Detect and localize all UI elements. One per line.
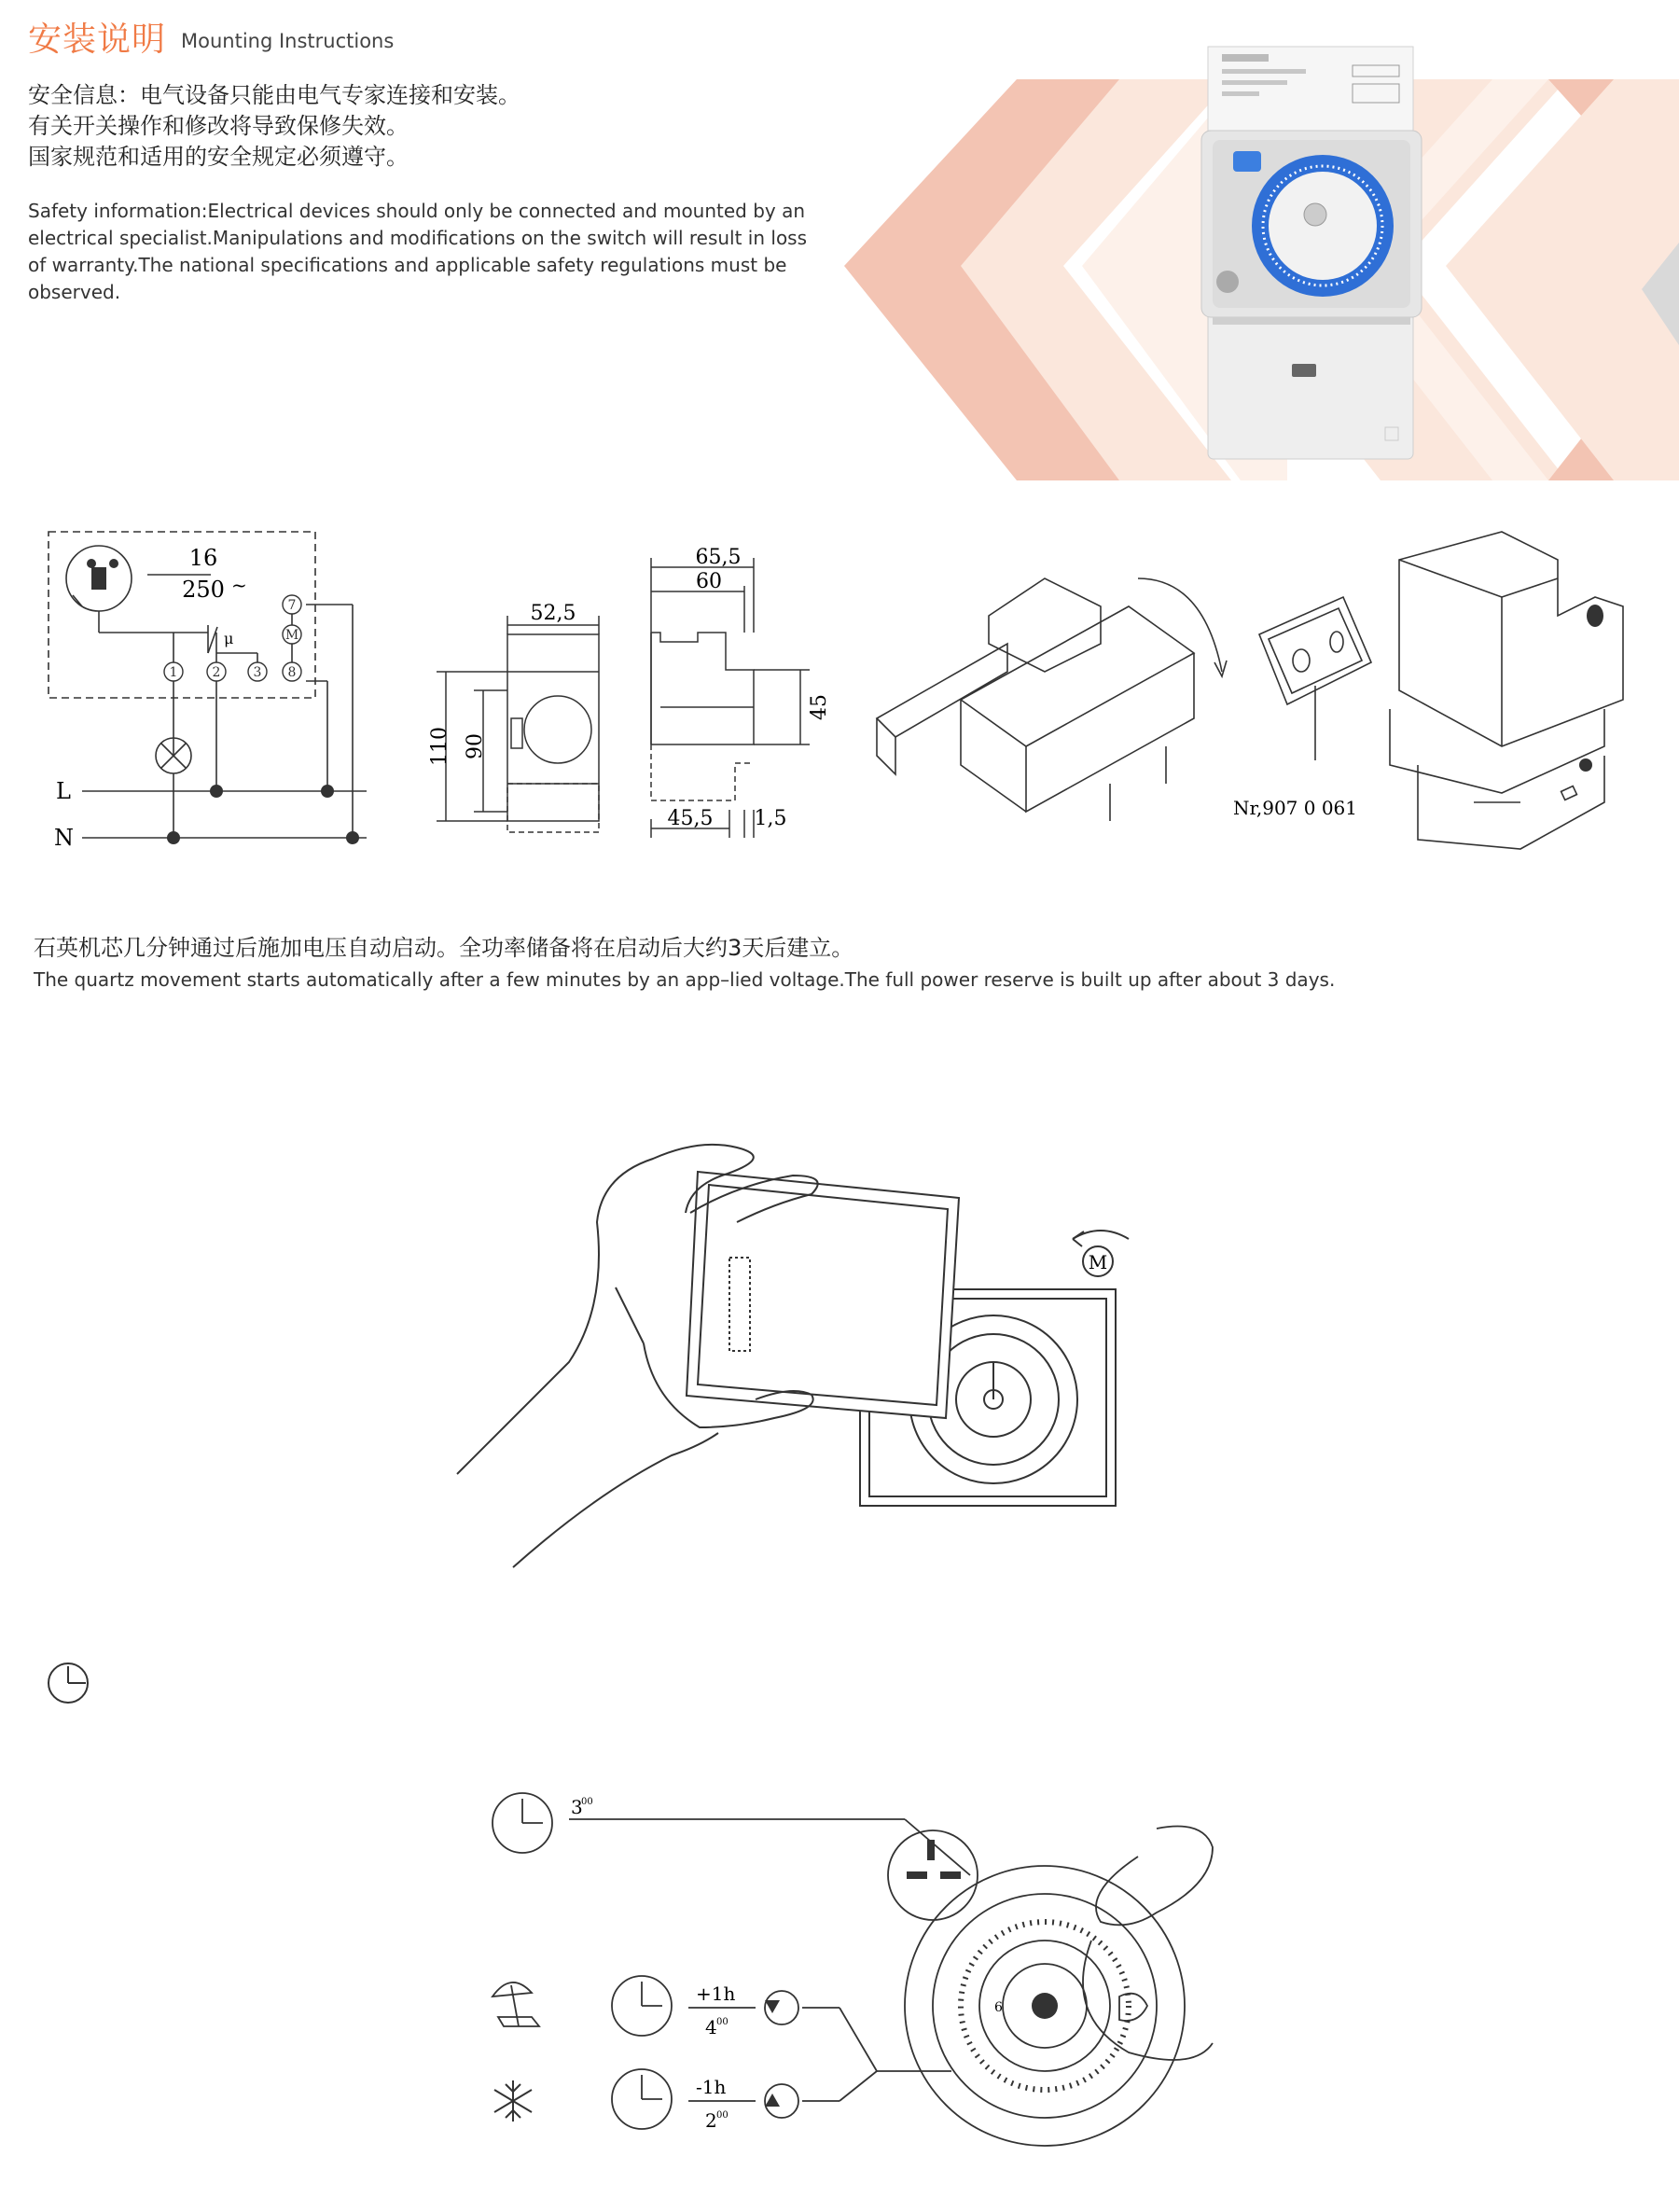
wiring-diagram xyxy=(45,522,381,858)
module-on-rail xyxy=(877,578,1227,821)
line-n-label: N xyxy=(54,825,74,851)
timer-device xyxy=(1201,47,1422,459)
dst-main-time: 3 xyxy=(571,1796,583,1818)
timer-cover xyxy=(687,1172,959,1418)
clock-icon xyxy=(45,1659,95,1709)
terminal-label-m: M xyxy=(284,628,299,643)
dim-side-right: 45 xyxy=(808,694,831,720)
motor-label: M xyxy=(1088,1251,1108,1273)
dim-side-bottom-left: 45,5 xyxy=(667,807,714,830)
dial-label: 6 xyxy=(994,2000,1003,2015)
line-l-label: L xyxy=(56,778,71,804)
sun-umbrella-icon xyxy=(493,1982,539,2026)
contact-mu: μ xyxy=(224,630,234,647)
dst-adjustment-diagram xyxy=(485,1773,1231,2164)
dst-summer-delta: +1h xyxy=(696,1982,736,2005)
safety-cn-line-2: 有关开关操作和修改将导致保修失效。 xyxy=(28,113,409,139)
safety-info-cn xyxy=(28,80,520,173)
quartz-info-en: The quartz movement starts automatically after a few minutes by an app–lied voltage.The full power reserve is built up after about 3 days. xyxy=(34,968,1336,991)
safety-cn-line-3: 国家规范和适用的安全规定必须遵守。 xyxy=(28,144,409,170)
page-title-cn: 安装说明 xyxy=(28,21,167,59)
module-exploded xyxy=(1390,532,1623,849)
product-image xyxy=(877,47,1679,485)
dst-summer-sup: 00 xyxy=(716,2017,728,2027)
safety-cn-line-1: 安全信息：电气设备只能由电气专家连接和安装。 xyxy=(28,82,520,108)
rating-tilde: ~ xyxy=(231,574,247,596)
terminal-label-2: 2 xyxy=(212,665,221,680)
terminal-label-8: 8 xyxy=(287,665,297,680)
dim-front-height-outer: 110 xyxy=(428,727,451,766)
snowflake-icon xyxy=(494,2080,532,2122)
terminal-label-3: 3 xyxy=(253,665,262,680)
page-title-en: Mounting Instructions xyxy=(181,30,395,52)
dim-side-top-inner: 60 xyxy=(696,570,722,593)
part-number: Nr,907 0 061 xyxy=(1233,797,1358,819)
dim-front-height-inner: 90 xyxy=(464,733,487,759)
cover-removal-illustration xyxy=(457,1120,1147,1586)
quartz-info-cn: 石英机芯几分钟通过后施加电压自动启动。全功率储备将在启动后大约3天后建立。 xyxy=(34,935,854,961)
rating-current: 16 xyxy=(188,545,218,571)
rail-mounting-illustration xyxy=(867,522,1642,858)
terminal-label-1: 1 xyxy=(169,665,178,680)
dim-side-top-outer: 65,5 xyxy=(695,546,742,569)
front-dimension-drawing xyxy=(418,597,614,849)
dst-main-time-sup: 00 xyxy=(581,1797,593,1807)
dst-winter-sup: 00 xyxy=(716,2110,728,2121)
dst-winter-delta: -1h xyxy=(696,2076,727,2098)
rating-voltage: 250 xyxy=(182,577,225,603)
side-dimension-drawing xyxy=(642,539,831,847)
dst-summer-time: 4 xyxy=(705,2016,717,2038)
dim-side-bottom-right: 1,5 xyxy=(754,807,787,830)
dim-front-width: 52,5 xyxy=(530,602,576,625)
label-plate xyxy=(1259,597,1371,760)
dst-winter-time: 2 xyxy=(705,2109,717,2132)
terminal-label-7: 7 xyxy=(287,598,297,613)
safety-info-en: Safety information:Electrical devices should only be connected and mounted by an electrical specialist.Manipulations and modifications on the switch will result in loss of warranty.The national specifications and applicable safety regulations must be observed. xyxy=(28,200,808,303)
